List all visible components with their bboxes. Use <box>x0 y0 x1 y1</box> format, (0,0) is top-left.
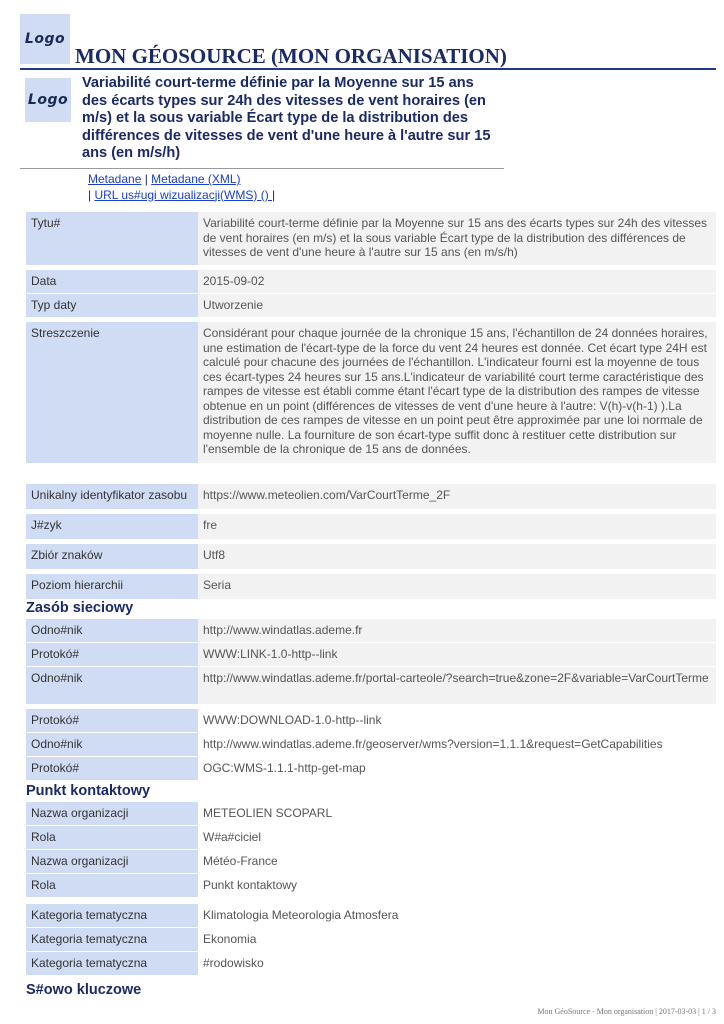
metadata-table-identification <box>26 484 716 600</box>
table-row <box>26 904 716 928</box>
field-label: Kategoria tematyczna <box>26 928 198 951</box>
table-row <box>26 643 716 667</box>
table-row <box>26 802 716 826</box>
table-row <box>26 874 716 898</box>
link-separator: | <box>141 172 152 186</box>
field-value: Considérant pour chaque journée de la chronique 15 ans, l'échantillon de 24 données horaires, une estimation de l'écart-type de la force du vent 24 heures est donnée. Cet écart type 24H est calculé pour chacune des journées de l'échantillon. L'indicateur fourni est la moyenne de tous ces écart-types 24 heures sur 15 ans.L'indicateur de variabilité court terme caractéristique des rampes de vitesse est établi comme étant l'écart type de la distribution des rampes de vitesse obtenue en un point (différences de vitesses de vent d'une heure à l'autre: V(h)-v(h-1) ).La distribution de ces rampes de vitesse en un point peut être approximée par une loi normale de moyenne nulle. La fourniture de son écart-type suffit donc à restituer cette distribution sur l'ensemble de la chronique de 15 ans de données. <box>198 322 716 463</box>
table-row <box>26 733 716 757</box>
record-logo <box>25 78 71 122</box>
table-row <box>26 294 716 318</box>
metadata-table-main <box>26 212 716 464</box>
field-label: Rola <box>26 826 198 849</box>
field-value: Seria <box>198 574 716 599</box>
field-label: Kategoria tematyczna <box>26 904 198 927</box>
field-label: Poziom hierarchii <box>26 574 198 599</box>
field-value: WWW:DOWNLOAD-1.0-http--link <box>198 709 716 732</box>
record-title-divider <box>20 168 504 169</box>
field-label: Data <box>26 270 198 293</box>
table-row <box>26 709 716 733</box>
metadata-links <box>88 172 275 203</box>
table-row <box>26 826 716 850</box>
table-row <box>26 952 716 976</box>
field-label: Odno#nik <box>26 733 198 756</box>
table-row <box>26 322 716 464</box>
section-heading-online-resource: Zasób sieciowy <box>26 600 134 616</box>
field-value: Utworzenie <box>198 294 716 317</box>
field-label: Odno#nik <box>26 667 198 704</box>
table-row <box>26 544 716 570</box>
field-value: 2015-09-02 <box>198 270 716 293</box>
field-value: #rodowisko <box>198 952 716 975</box>
field-label: Protokó# <box>26 757 198 780</box>
field-value: Punkt kontaktowy <box>198 874 716 897</box>
field-label: Rola <box>26 874 198 897</box>
field-value: Variabilité court-terme définie par la Moyenne sur 15 ans des écarts types sur 24h des vitesses de vent horaires (en m/s) et la sous variable Écart type de la distribution des différences de vitesses de vent d'une heure à l'autre sur 15 ans (en m/s/h) <box>198 212 716 265</box>
link-separator: | <box>88 187 95 202</box>
field-value: http://www.windatlas.ademe.fr/portal-carteole/?search=true&zone=2F&variable=VarCourtTerme <box>198 667 716 704</box>
field-label: Nazwa organizacji <box>26 802 198 825</box>
wms-link[interactable]: URL us#ugi wizualizacji(WMS) () <box>94 187 273 202</box>
table-row <box>26 212 716 266</box>
link-separator: | <box>272 187 276 202</box>
field-label: J#zyk <box>26 514 198 539</box>
field-label: Zbiór znaków <box>26 544 198 569</box>
field-value: http://www.windatlas.ademe.fr/geoserver/wms?version=1.1.1&request=GetCapabilities <box>198 733 716 756</box>
field-label: Protokó# <box>26 643 198 666</box>
table-row <box>26 574 716 600</box>
metadata-link[interactable]: Metadane <box>88 172 142 186</box>
field-label: Odno#nik <box>26 619 198 642</box>
field-label: Nazwa organizacji <box>26 850 198 873</box>
table-row <box>26 850 716 874</box>
field-value: fre <box>198 514 716 539</box>
table-row <box>26 484 716 510</box>
record-title: Variabilité court-terme définie par la Moyenne sur 15 ans des écarts types sur 24h des vitesses de vent horaires (en m/s) et la sous variable Écart type de la distribution des différences de vitesses de vent d'une heure à l'autre sur 15 ans (en m/s/h) <box>82 75 491 162</box>
site-logo-text: Logo <box>24 31 66 47</box>
field-value: OGC:WMS-1.1.1-http-get-map <box>198 757 716 780</box>
field-label: Protokó# <box>26 709 198 732</box>
field-value: METEOLIEN SCOPARL <box>198 802 716 825</box>
field-label: Typ daty <box>26 294 198 317</box>
field-value: W#a#ciciel <box>198 826 716 849</box>
table-row <box>26 757 716 781</box>
section-heading-keywords: S#owo kluczowe <box>26 982 142 998</box>
field-value: Klimatologia Meteorologia Atmosfera <box>198 904 716 927</box>
section-heading-contact: Punkt kontaktowy <box>26 783 151 799</box>
field-value: Météo-France <box>198 850 716 873</box>
table-row <box>26 270 716 294</box>
field-label: Kategoria tematyczna <box>26 952 198 975</box>
field-value: http://www.windatlas.ademe.fr <box>198 619 716 642</box>
field-label: Streszczenie <box>26 322 198 463</box>
table-row <box>26 514 716 540</box>
online-resource-table <box>26 619 716 781</box>
table-row <box>26 928 716 952</box>
field-value: WWW:LINK-1.0-http--link <box>198 643 716 666</box>
table-row <box>26 619 716 643</box>
field-value: https://www.meteolien.com/VarCourtTerme_2F <box>198 484 716 509</box>
table-row <box>26 667 716 705</box>
site-title: MON GÉOSOURCE (MON ORGANISATION) <box>75 44 507 68</box>
field-label: Tytu# <box>26 212 198 265</box>
header-divider <box>20 68 716 70</box>
site-logo <box>20 14 70 64</box>
field-value: Ekonomia <box>198 928 716 951</box>
record-logo-text: Logo <box>27 92 69 108</box>
field-value: Utf8 <box>198 544 716 569</box>
metadata-xml-link[interactable]: Metadane (XML) <box>151 172 241 186</box>
field-label: Unikalny identyfikator zasobu <box>26 484 198 509</box>
page-footer: Mon GéoSource - Mon organisation | 2017-03-03 | 1 / 3 <box>537 1007 716 1016</box>
contact-table <box>26 802 716 898</box>
topic-category-table <box>26 904 716 976</box>
